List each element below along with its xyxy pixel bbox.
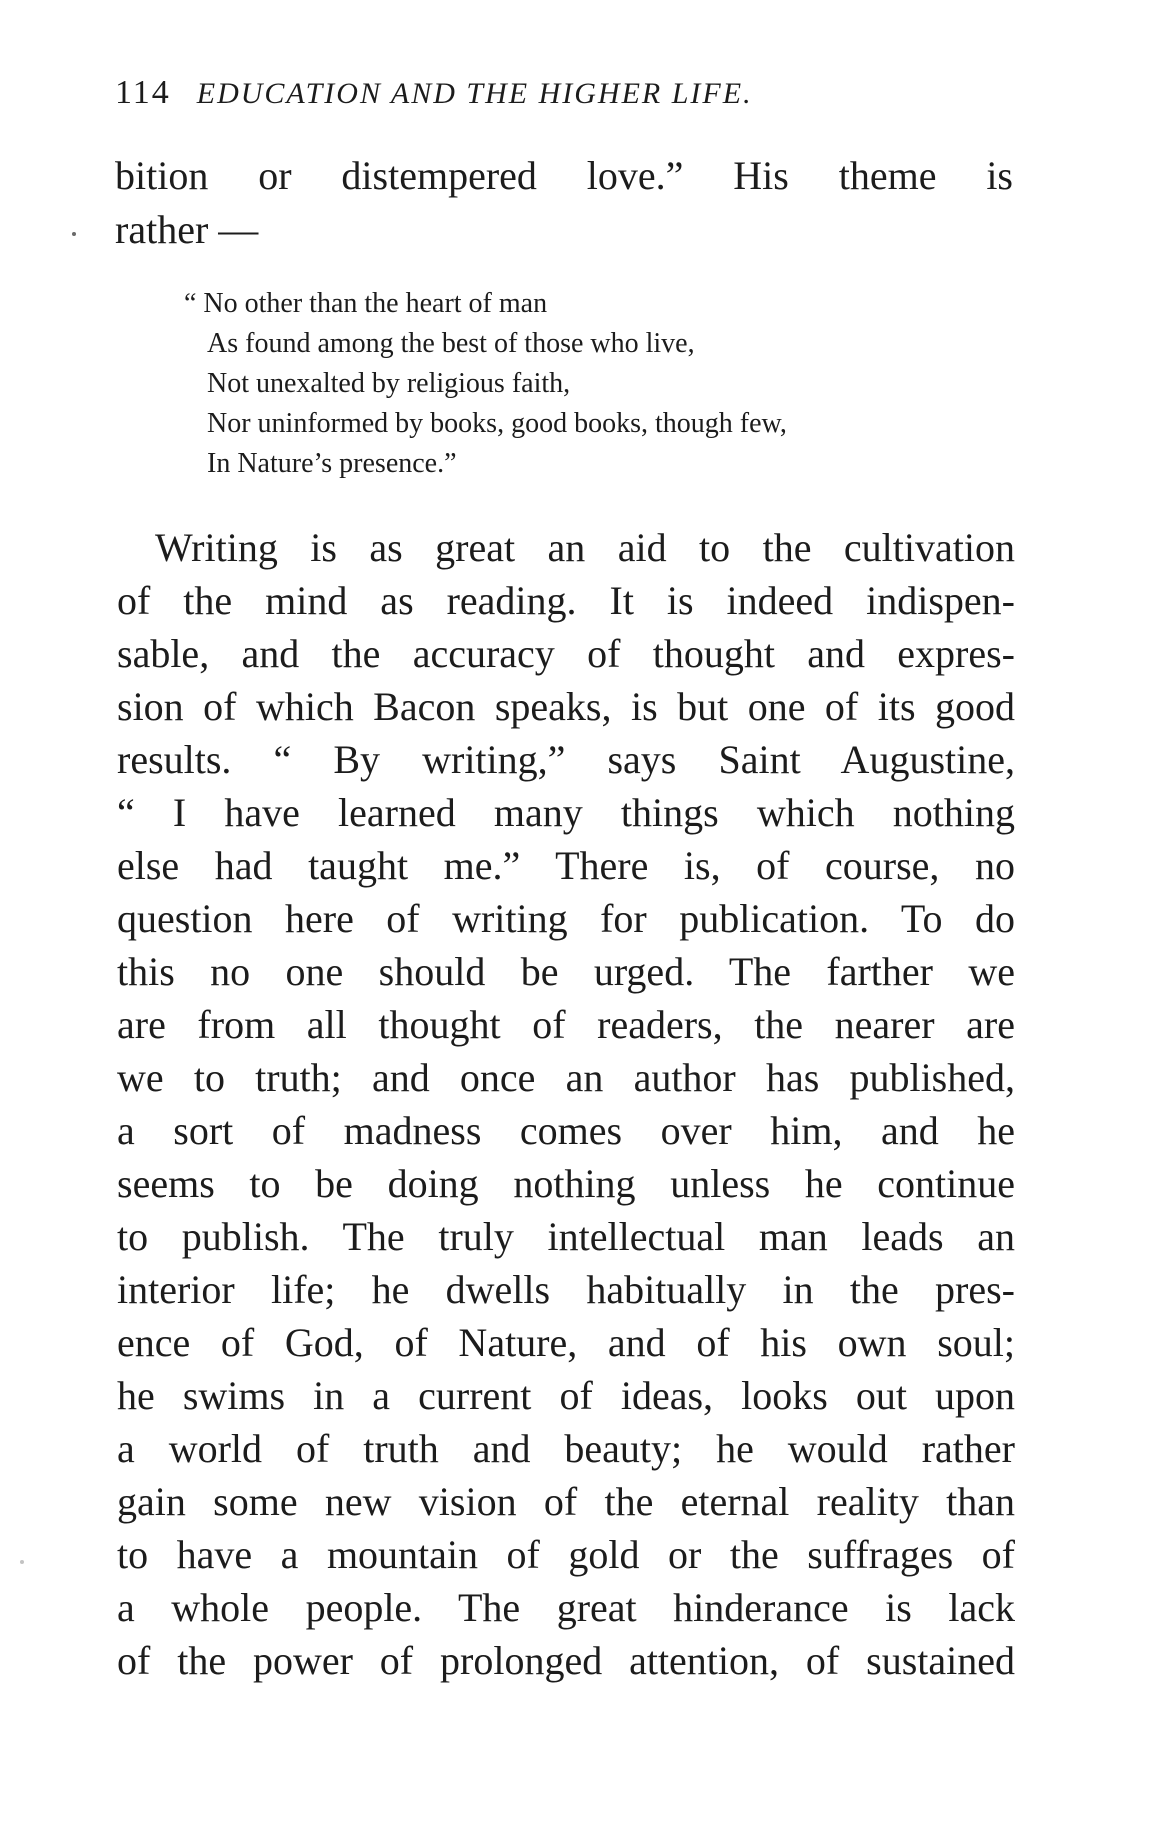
text-line: to have a mountain of gold or the suffrages of [117,1532,1015,1577]
text-line: sion of which Bacon speaks, is but one of its good [117,684,1015,729]
text-line: gain some new vision of the eternal reality than [117,1479,1015,1524]
text-line: question here of writing for publication. To do [117,896,1015,941]
text-line: results. “ By writing,” says Saint Augustine, [117,737,1015,782]
verse-line: In Nature’s presence.” [207,448,457,479]
text-line: a world of truth and beauty; he would rather [117,1426,1015,1471]
running-head: EDUCATION AND THE HIGHER LIFE. [196,77,753,110]
verse-line: Nor uninformed by books, good books, though few, [207,408,787,439]
text-line: sable, and the accuracy of thought and expres- [117,631,1015,676]
text-line: bition or distempered love.” His theme is [115,153,1013,198]
paper-speck [72,232,76,236]
text-line: seems to be doing nothing unless he continue [117,1161,1015,1206]
text-line: “ I have learned many things which nothing [117,790,1015,835]
text-line: of the power of prolonged attention, of sustained [117,1638,1015,1683]
text-line: rather — [115,207,259,252]
text-line: are from all thought of readers, the nearer are [117,1002,1015,1047]
text-line: interior life; he dwells habitually in the pres- [117,1267,1015,1312]
text-line: ence of God, of Nature, and of his own soul; [117,1320,1015,1365]
paper-speck [20,1560,24,1564]
text-line: a whole people. The great hinderance is lack [117,1585,1015,1630]
page-number: 114 [115,74,171,111]
text-line: else had taught me.” There is, of course, no [117,843,1015,888]
text-line: of the mind as reading. It is indeed indispen- [117,578,1015,623]
text-line: he swims in a current of ideas, looks out upon [117,1373,1015,1418]
text-line: Writing is as great an aid to the cultivation [155,525,1015,570]
page-header [115,74,1015,124]
text-line: we to truth; and once an author has published, [117,1055,1015,1100]
verse-line: As found among the best of those who live, [207,328,695,359]
text-line: this no one should be urged. The farther we [117,949,1015,994]
verse-line: Not unexalted by religious faith, [207,368,571,399]
text-line: a sort of madness comes over him, and he [117,1108,1015,1153]
text-line: to publish. The truly intellectual man leads an [117,1214,1015,1259]
verse-line: “ No other than the heart of man [184,288,548,319]
